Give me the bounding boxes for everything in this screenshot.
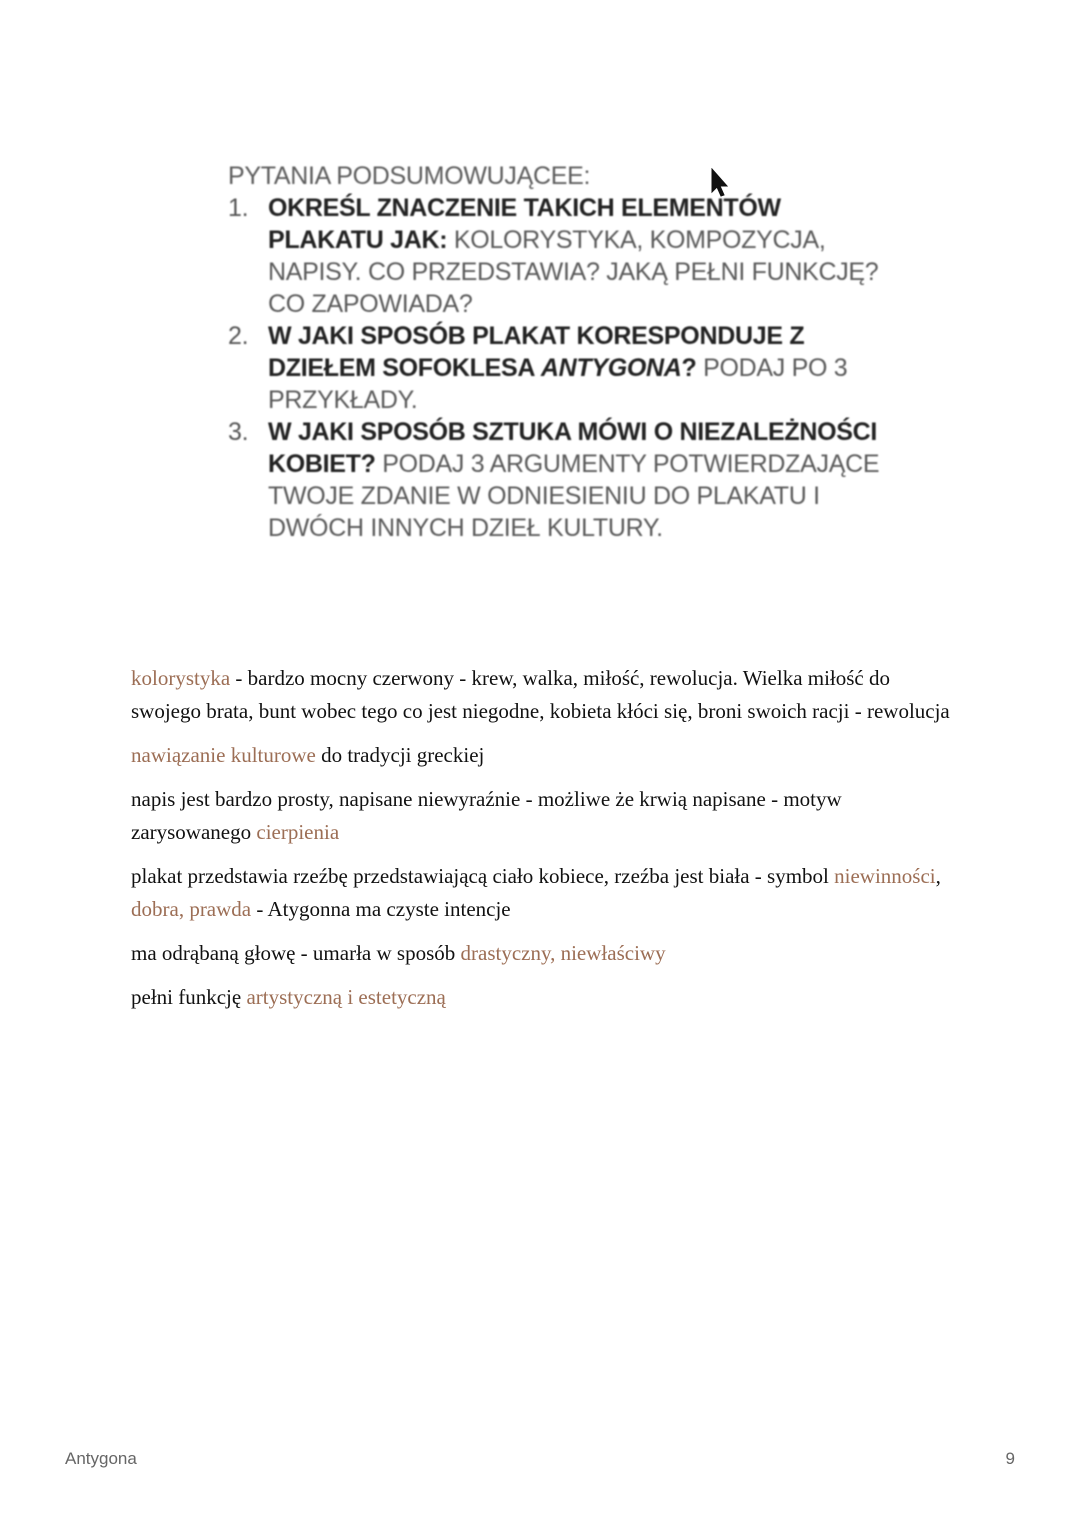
question-bold-text: W JAKI SPOSÓB SZTUKA MÓWI O NIEZALEŻNOŚCI KOBIET?: [268, 418, 878, 478]
note-paragraph: [131, 981, 951, 1014]
note-paragraph: [131, 937, 951, 970]
highlighted-term: drastyczny, niewłaściwy: [460, 941, 666, 965]
highlighted-term: dobra, prawda: [131, 897, 252, 921]
embedded-screenshot-questions: [228, 160, 888, 544]
highlighted-term: kolorystyka: [131, 666, 231, 690]
highlighted-term: nawiązanie kulturowe: [131, 743, 316, 767]
note-text: do tradycji greckiej: [315, 743, 485, 767]
note-text: - bardzo mocny czerwony - krew, walka, miłość, rewolucja. Wielka miłość do swojego brata, bunt wobec tego co jest niegodne, kobieta kłóci się, broni swoich racji - rewolucja: [131, 666, 950, 723]
question-number: 1.: [228, 194, 249, 222]
note-text: pełni funkcję: [131, 985, 247, 1009]
notes-body: [131, 662, 951, 1025]
note-paragraph: [131, 860, 951, 926]
note-text: ma odrąbaną głowę - umarła w sposób: [131, 941, 461, 965]
highlighted-term: artystyczną i estetyczną: [246, 985, 446, 1009]
footer-document-title: Antygona: [65, 1449, 137, 1468]
note-text: - Atygonna ma czyste intencje: [251, 897, 511, 921]
note-paragraph: [131, 739, 951, 772]
question-rest-text: PODAJ 3 ARGUMENTY POTWIERDZAJĄCE TWOJE ZDANIE W ODNIESIENIU DO PLAKATU I DWÓCH INNYCH DZIEŁ KULTURY.: [268, 450, 880, 542]
question-bold-italic-text: ANTYGONA: [540, 354, 682, 382]
highlighted-term: niewinności: [834, 864, 936, 888]
note-text: napis jest bardzo prosty, napisane niewyraźnie - możliwe że krwią napisane - motyw zarysowanego: [131, 787, 842, 844]
question-2: [228, 320, 888, 416]
note-paragraph: [131, 783, 951, 849]
question-bold-text: OKREŚL ZNACZENIE TAKICH ELEMENTÓW PLAKATU JAK:: [268, 194, 781, 254]
question-number: 3.: [228, 418, 249, 446]
question-rest-text: KOLORYSTYKA, KOMPOZYCJA, NAPISY. CO PRZEDSTAWIA? JAKĄ PEŁNI FUNKCJĘ? CO ZAPOWIADA?: [268, 226, 879, 318]
mouse-pointer-icon: [710, 168, 732, 198]
note-paragraph: [131, 662, 951, 728]
footer-page-number: 9: [1005, 1449, 1015, 1468]
question-number: 2.: [228, 322, 249, 350]
question-bold-after-text: ?: [681, 354, 697, 382]
highlighted-term: cierpienia: [256, 820, 340, 844]
questions-list: [228, 192, 888, 544]
question-bold-text: W JAKI SPOSÓB PLAKAT KORESPONDUJE Z DZIEŁEM SOFOKLESA: [268, 322, 805, 382]
question-3: [228, 416, 888, 544]
questions-title: PYTANIA PODSUMOWUJĄCEE:: [228, 162, 591, 190]
question-1: [228, 192, 888, 320]
note-text: ,: [935, 864, 941, 888]
question-rest-text: PODAJ PO 3 PRZYKŁADY.: [268, 354, 848, 414]
note-text: plakat przedstawia rzeźbę przedstawiającą ciało kobiece, rzeźba jest biała - symbol: [131, 864, 835, 888]
